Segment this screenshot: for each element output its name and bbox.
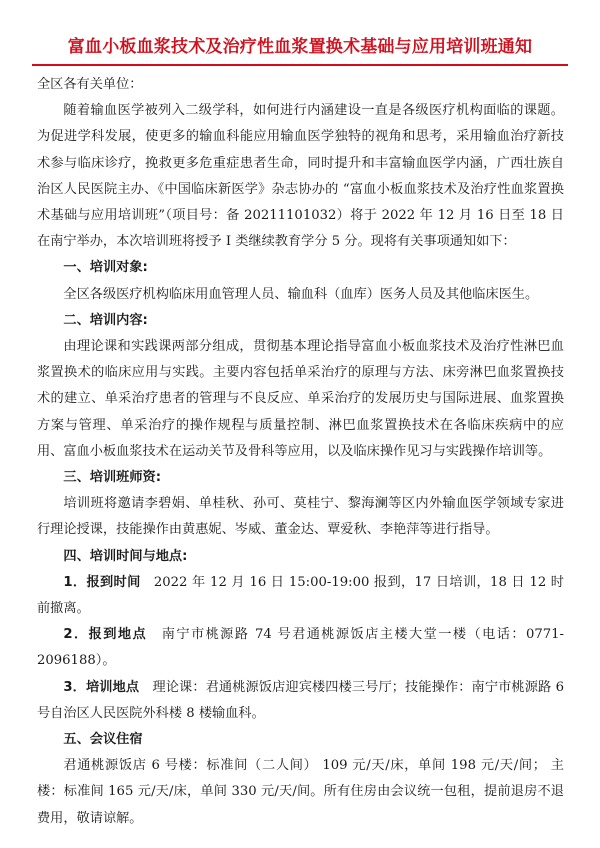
notice-title: 富血小板血浆技术及治疗性血浆置换术基础与应用培训班通知: [67, 37, 533, 57]
section-4-item-1: [37, 570, 564, 622]
salutation: 全区各有关单位：: [37, 77, 143, 92]
checkin-location-text: 南宁市桃源路 74 号君通桃源饭店主楼大堂一楼（电话：0771-2096188）。: [37, 627, 564, 669]
training-location-label: 3．培训地点: [63, 679, 140, 695]
section-4-heading: 四、培训时间与地点:: [63, 548, 188, 564]
section-3-heading: 三、培训班师资:: [63, 470, 161, 486]
intro-paragraph: 随着输血医学被列入二级学科，如何进行内涵建设一直是各级医疗机构面临的课题。为促进学科发展，使更多的输血科能应用输血医学独特的视角和思考，采用输血治疗新技术参与临床诊疗，挽救更多危重症患者生命，同时提升和丰富输血医学内涵，广西壮族自治区人民医院主办、《中国临床新医学》杂志协办的 “富血小板血浆技术及治疗性血浆置换术基础与应用培训班”（项目号：备 20211101032）将于 2022 年 12 月 16 日至 18 日在南宁举办，本次培训班将授予 I 类继续教育学分 5 分。现将有关事项通知如下：: [37, 103, 564, 250]
section-5-text: 君通桃源饭店 6 号楼：标准间（二人间） 109 元/天/床，单间 198 元/天/间； 主楼：标准间 165 元/天/床，单间 330 元/天/间。所有住房由会议统一包租，提前退房不退费用，敬请谅解。: [37, 758, 564, 826]
title-divider: [32, 64, 568, 66]
section-4-item-3: [37, 675, 564, 727]
training-location-text: 理论课：君通桃源饭店迎宾楼四楼三号厅；技能操作：南宁市桃源路 6 号自治区人民医院外科楼 8 楼输血科。: [37, 679, 564, 721]
notice-body: [37, 72, 564, 832]
section-2-heading: 二、培训内容:: [63, 312, 148, 328]
section-1-text: 全区各级医疗机构临床用血管理人员、输血科（血库）医务人员及其他临床医生。: [63, 286, 539, 302]
checkin-time-text: 2022 年 12 月 16 日 15:00-19:00 报到，17 日培训，18 日 12 时前撤离。: [37, 574, 564, 617]
section-3-text: 培训班将邀请李碧娟、单桂秋、孙可、莫桂宁、黎海澜等区内外输血医学领域专家进行理论授课，技能操作由黄惠妮、岑威、董金达、覃爱秋、李艳萍等进行指导。: [37, 496, 564, 538]
section-5-heading: 五、会议住宿: [63, 732, 143, 748]
checkin-location-label: 2．报到地点: [63, 627, 148, 643]
section-1-heading: 一、培训对象:: [63, 260, 148, 276]
section-4-item-2: [37, 622, 564, 674]
section-2-text: 由理论课和实践课两部分组成，贯彻基本理论指导富血小板血浆技术及治疗性淋巴血浆置换术的临床应用与实践。主要内容包括单采治疗的原理与方法、床旁淋巴血浆置换技术的建立、单采治疗患者的管理与不良反应、单采治疗的发展历史与国际进展、血浆置换方案与管理、单采治疗的操作规程与质量控制、淋巴血浆置换技术在各临床疾病中的应用、富血小板血浆技术在运动关节及骨科等应用，以及临床操作见习与实践操作培训等。: [37, 339, 564, 459]
checkin-time-label: 1．报到时间: [63, 574, 141, 590]
